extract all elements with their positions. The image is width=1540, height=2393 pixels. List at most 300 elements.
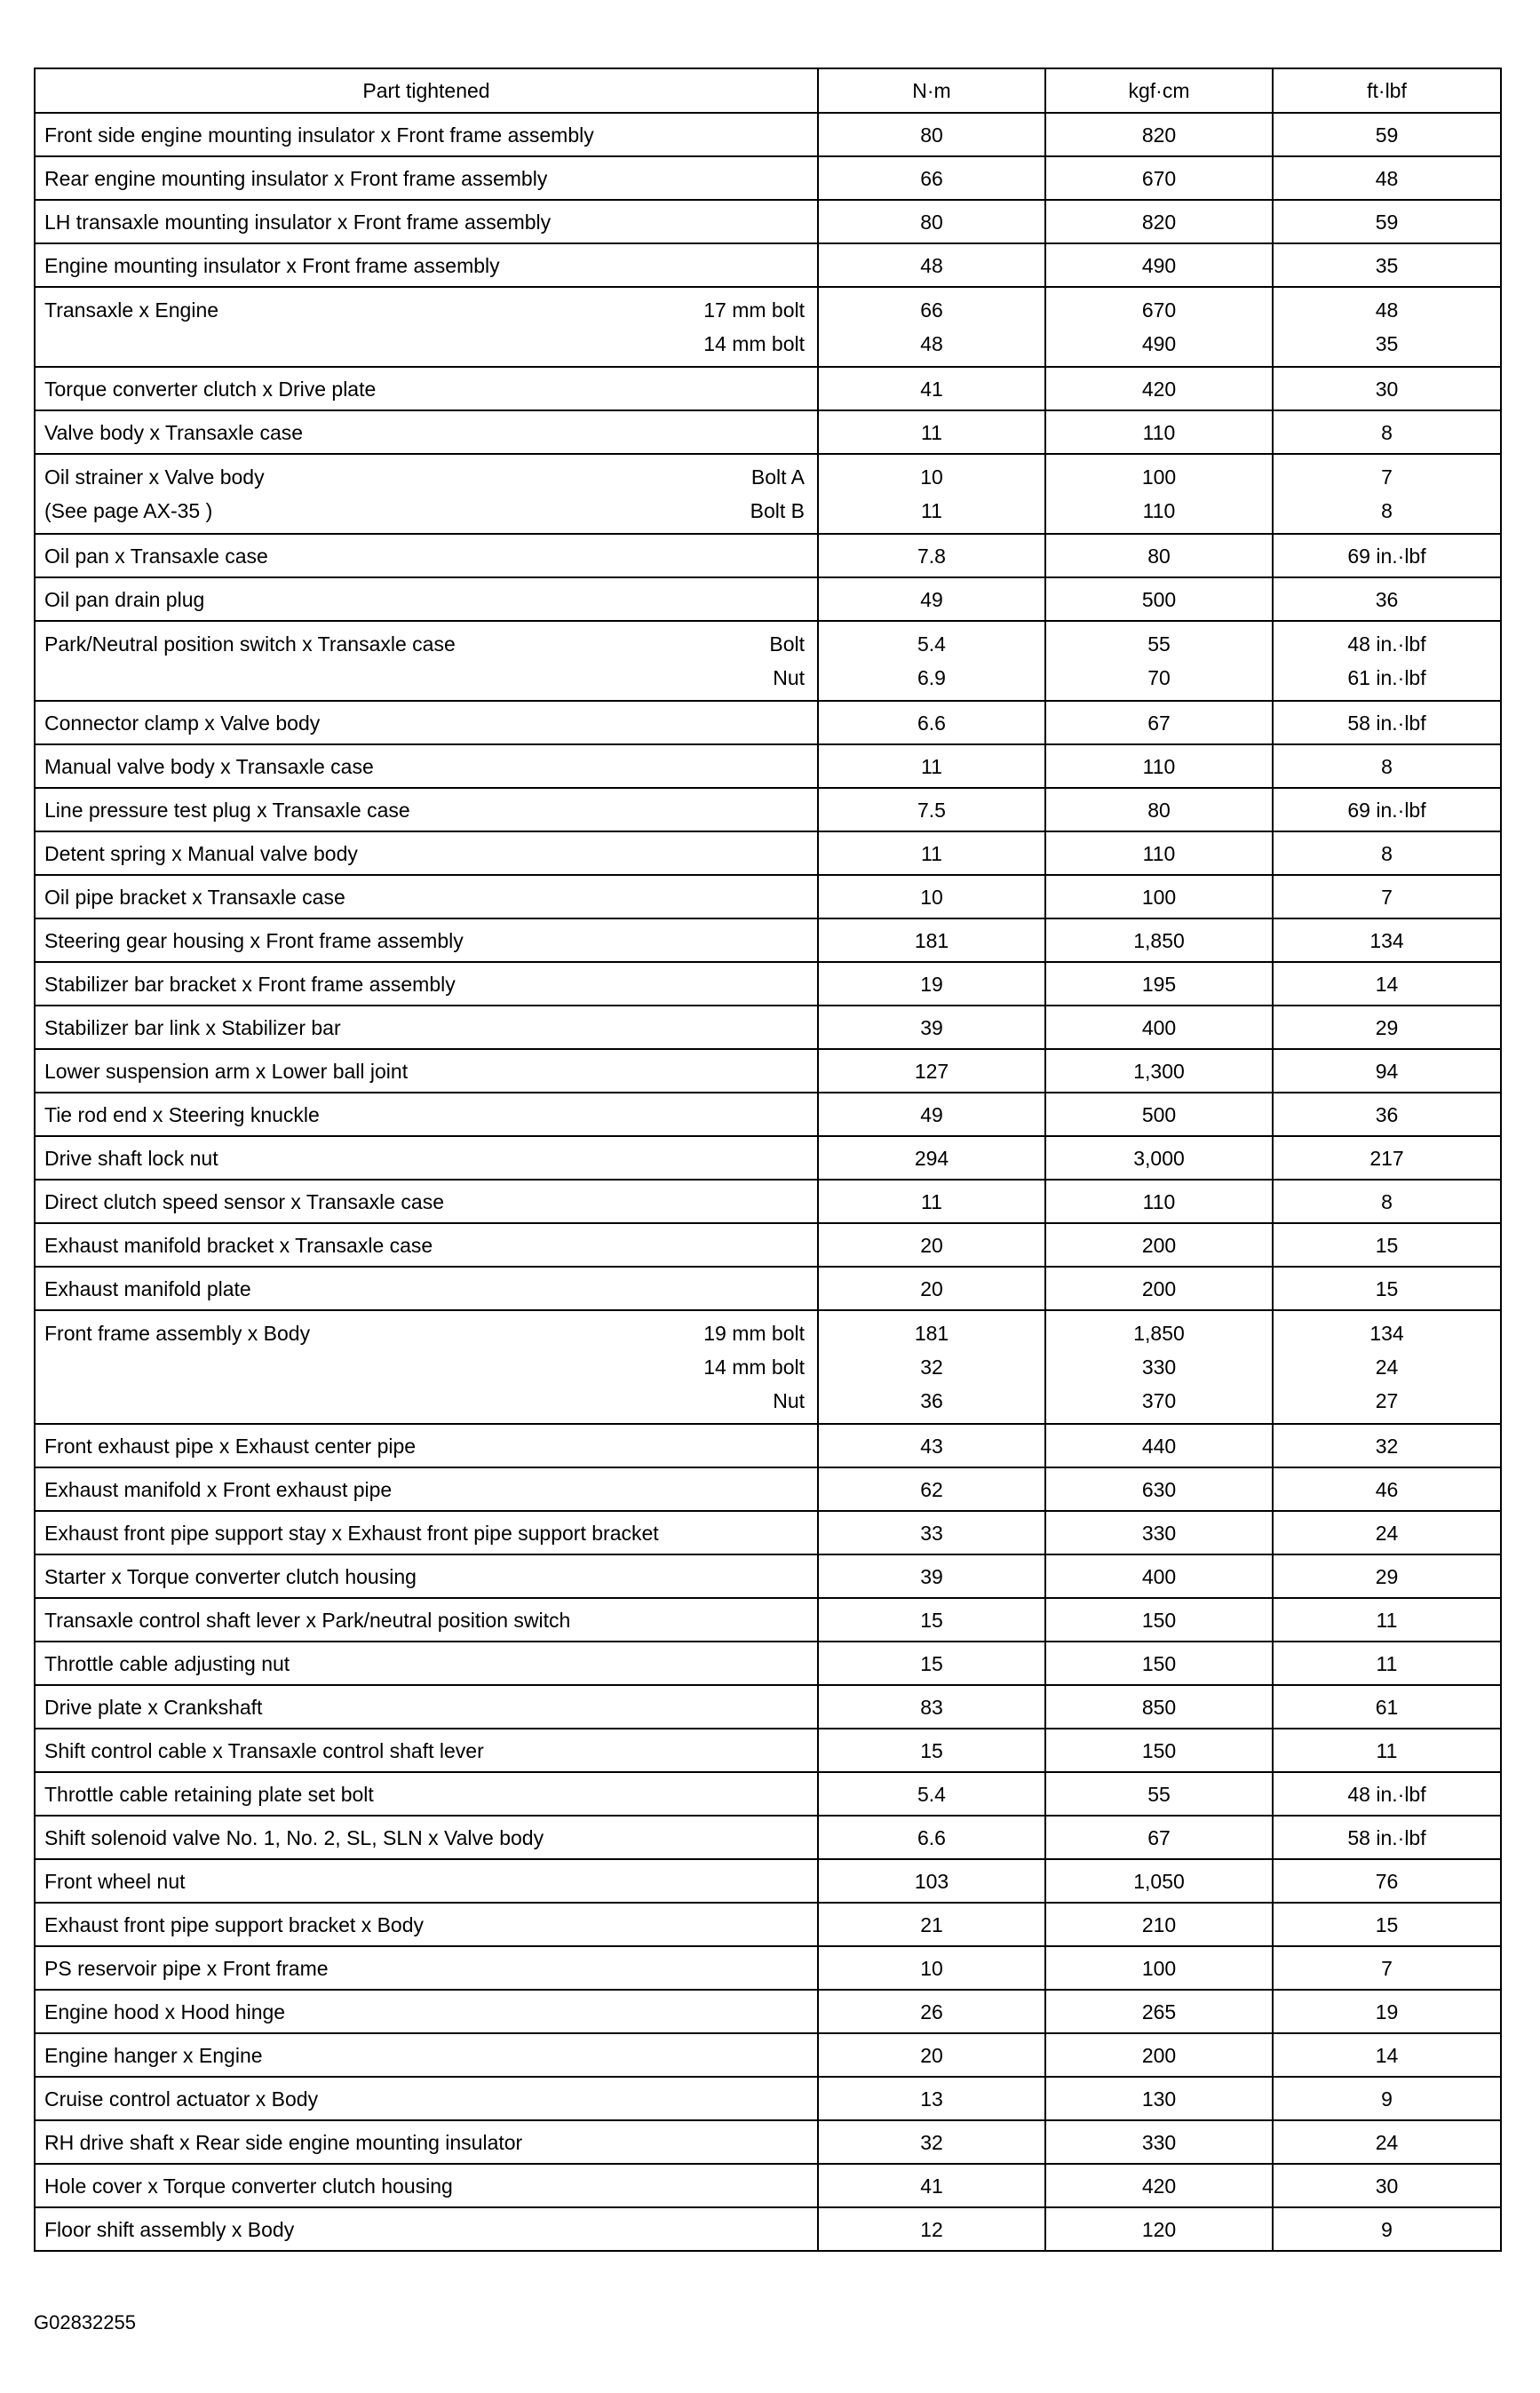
fastener-label xyxy=(805,162,808,195)
nm-cell xyxy=(818,788,1045,831)
nm-value: 36 xyxy=(920,1389,943,1412)
part-cell xyxy=(35,1554,818,1598)
part-line xyxy=(44,539,808,573)
part-cell xyxy=(35,788,818,831)
ftlbf-value: 29 xyxy=(1375,1015,1399,1039)
nm-cell xyxy=(818,113,1045,156)
ftlbf-cell xyxy=(1273,577,1501,621)
nm-cell xyxy=(818,1729,1045,1772)
part-line xyxy=(44,1054,808,1088)
fastener-label xyxy=(805,793,808,827)
part-line xyxy=(44,1011,808,1045)
part-cell xyxy=(35,2164,818,2207)
nm-value: 11 xyxy=(921,1189,942,1213)
fastener-label xyxy=(805,1734,808,1768)
ftlbf-cell xyxy=(1273,875,1501,918)
fastener-label xyxy=(805,118,808,152)
nm-cell xyxy=(818,1006,1045,1049)
part-line xyxy=(44,1995,808,2029)
kgfcm-cell xyxy=(1045,1990,1273,2033)
kgfcm-value: 200 xyxy=(1141,2043,1177,2067)
part-cell xyxy=(35,1006,818,1049)
kgfcm-value: 400 xyxy=(1141,1564,1177,1588)
part-name: Detent spring x Manual valve body xyxy=(44,841,358,865)
nm-value: 10 xyxy=(920,1956,943,1980)
kgfcm-cell xyxy=(1045,2120,1273,2164)
part-cell xyxy=(35,1136,818,1180)
fastener-label xyxy=(805,2213,808,2246)
ftlbf-value: 14 xyxy=(1375,2043,1399,2067)
kgfcm-value: 3,000 xyxy=(1133,1146,1185,1170)
part-cell xyxy=(35,1598,818,1642)
ftlbf-value: 11 xyxy=(1376,1651,1398,1675)
nm-value: 83 xyxy=(920,1695,943,1719)
table-row xyxy=(35,701,1501,744)
kgfcm-value: 490 xyxy=(1141,253,1177,277)
part-line xyxy=(44,627,808,661)
part-cell xyxy=(35,875,818,918)
table-row xyxy=(35,1816,1501,1859)
nm-cell xyxy=(818,1946,1045,1990)
part-cell xyxy=(35,1093,818,1136)
nm-value: 10 xyxy=(920,885,943,909)
part-line xyxy=(44,162,808,195)
kgfcm-cell xyxy=(1045,577,1273,621)
ftlbf-value: 27 xyxy=(1375,1389,1399,1412)
nm-value: 39 xyxy=(920,1564,943,1588)
table-row xyxy=(35,1729,1501,1772)
nm-value: 7.8 xyxy=(917,544,946,568)
part-cell xyxy=(35,1267,818,1310)
part-name: Steering gear housing x Front frame assembly xyxy=(44,928,464,952)
part-cell xyxy=(35,2077,818,2120)
table-row xyxy=(35,534,1501,577)
kgfcm-value: 820 xyxy=(1141,123,1177,147)
kgfcm-value: 330 xyxy=(1141,1356,1177,1379)
part-name: Direct clutch speed sensor x Transaxle case xyxy=(44,1189,444,1213)
nm-value: 32 xyxy=(920,1356,943,1379)
part-line xyxy=(44,460,808,494)
part-name: Exhaust manifold x Front exhaust pipe xyxy=(44,1477,393,1501)
ftlbf-cell xyxy=(1273,1136,1501,1180)
nm-cell xyxy=(818,1772,1045,1816)
ftlbf-cell xyxy=(1273,962,1501,1006)
part-cell xyxy=(35,2033,818,2077)
nm-value: 6.9 xyxy=(917,666,946,689)
part-name: PS reservoir pipe x Front frame xyxy=(44,1956,329,1980)
kgfcm-cell xyxy=(1045,621,1273,701)
part-cell xyxy=(35,1859,818,1903)
part-line xyxy=(44,706,808,740)
nm-value: 13 xyxy=(920,2087,943,2111)
part-line xyxy=(44,2169,808,2203)
nm-value: 6.6 xyxy=(917,711,946,735)
part-cell xyxy=(35,621,818,701)
part-name: Front side engine mounting insulator x Front frame assembly xyxy=(44,123,594,147)
kgfcm-cell xyxy=(1045,1903,1273,1946)
kgfcm-cell xyxy=(1045,243,1273,287)
nm-cell xyxy=(818,2207,1045,2251)
fastener-label xyxy=(805,1141,808,1175)
ftlbf-cell xyxy=(1273,918,1501,962)
part-line xyxy=(44,1560,808,1594)
nm-value: 20 xyxy=(920,1276,943,1300)
fastener-label xyxy=(805,1054,808,1088)
kgfcm-cell xyxy=(1045,875,1273,918)
ftlbf-value: 24 xyxy=(1375,1521,1399,1545)
kgfcm-value: 670 xyxy=(1141,166,1177,190)
part-cell xyxy=(35,287,818,367)
part-name: Stabilizer bar bracket x Front frame assembly xyxy=(44,972,456,996)
part-cell xyxy=(35,1511,818,1554)
part-name: Oil pipe bracket x Transaxle case xyxy=(44,885,345,909)
table-row xyxy=(35,918,1501,962)
part-line xyxy=(44,837,808,871)
ftlbf-cell xyxy=(1273,621,1501,701)
nm-value: 66 xyxy=(920,166,943,190)
kgfcm-cell xyxy=(1045,1816,1273,1859)
fastener-label: Bolt B xyxy=(750,499,805,522)
part-name: LH transaxle mounting insulator x Front frame assembly xyxy=(44,210,552,234)
part-line xyxy=(44,1384,808,1418)
ftlbf-value: 7 xyxy=(1381,465,1393,489)
part-cell xyxy=(35,367,818,410)
ftlbf-cell xyxy=(1273,2077,1501,2120)
nm-cell xyxy=(818,1049,1045,1093)
part-line xyxy=(44,416,808,449)
nm-cell xyxy=(818,454,1045,534)
fastener-label xyxy=(805,2169,808,2203)
nm-cell xyxy=(818,1467,1045,1511)
part-name: Connector clamp x Valve body xyxy=(44,711,321,735)
kgfcm-cell xyxy=(1045,1685,1273,1729)
nm-value: 15 xyxy=(920,1738,943,1762)
kgfcm-cell xyxy=(1045,701,1273,744)
part-line xyxy=(44,494,808,528)
fastener-label xyxy=(805,1560,808,1594)
part-line xyxy=(44,924,808,958)
table-row xyxy=(35,2207,1501,2251)
kgfcm-value: 400 xyxy=(1141,1015,1177,1039)
ftlbf-value: 24 xyxy=(1375,2130,1399,2154)
part-cell xyxy=(35,1310,818,1424)
part-line xyxy=(44,1647,808,1681)
table-row xyxy=(35,454,1501,534)
nm-value: 11 xyxy=(921,841,942,865)
ftlbf-value: 58 in.·lbf xyxy=(1347,1825,1426,1849)
kgfcm-cell xyxy=(1045,1554,1273,1598)
part-name: Lower suspension arm x Lower ball joint xyxy=(44,1059,409,1083)
nm-cell xyxy=(818,156,1045,200)
part-cell xyxy=(35,577,818,621)
part-cell xyxy=(35,1990,818,2033)
part-name: Oil pan drain plug xyxy=(44,587,205,611)
part-name: Line pressure test plug x Transaxle case xyxy=(44,798,410,822)
nm-cell xyxy=(818,243,1045,287)
kgfcm-cell xyxy=(1045,1267,1273,1310)
part-name: Exhaust front pipe support bracket x Body xyxy=(44,1912,425,1936)
part-cell xyxy=(35,1642,818,1685)
nm-cell xyxy=(818,918,1045,962)
fastener-label xyxy=(805,1516,808,1550)
ftlbf-cell xyxy=(1273,367,1501,410)
part-cell xyxy=(35,156,818,200)
kgfcm-cell xyxy=(1045,113,1273,156)
kgfcm-value: 200 xyxy=(1141,1276,1177,1300)
nm-value: 19 xyxy=(920,972,943,996)
nm-cell xyxy=(818,1310,1045,1424)
nm-value: 12 xyxy=(920,2217,943,2241)
ftlbf-value: 8 xyxy=(1381,499,1393,522)
kgfcm-cell xyxy=(1045,2207,1273,2251)
part-cell xyxy=(35,1816,818,1859)
part-line xyxy=(44,1473,808,1507)
fastener-label: Nut xyxy=(773,666,805,689)
nm-value: 39 xyxy=(920,1015,943,1039)
nm-cell xyxy=(818,200,1045,243)
nm-cell xyxy=(818,1093,1045,1136)
part-name: Hole cover x Torque converter clutch housing xyxy=(44,2174,453,2198)
ftlbf-cell xyxy=(1273,2207,1501,2251)
part-name: Oil pan x Transaxle case xyxy=(44,544,268,568)
fastener-label xyxy=(805,1690,808,1724)
table-header xyxy=(35,68,1501,113)
part-name: Exhaust front pipe support stay x Exhaust front pipe support bracket xyxy=(44,1521,659,1545)
nm-value: 20 xyxy=(920,1233,943,1257)
kgfcm-cell xyxy=(1045,1467,1273,1511)
kgfcm-value: 150 xyxy=(1141,1608,1177,1632)
table-row xyxy=(35,1467,1501,1511)
part-cell xyxy=(35,1049,818,1093)
nm-cell xyxy=(818,2120,1045,2164)
ftlbf-cell xyxy=(1273,1554,1501,1598)
part-line xyxy=(44,1952,808,1985)
part-line xyxy=(44,293,808,327)
table-row xyxy=(35,1859,1501,1903)
part-name: Engine hood x Hood hinge xyxy=(44,1999,286,2023)
nm-value: 5.4 xyxy=(917,1782,946,1806)
kgfcm-value: 110 xyxy=(1142,841,1176,865)
kgfcm-cell xyxy=(1045,2033,1273,2077)
nm-value: 41 xyxy=(920,377,943,401)
nm-cell xyxy=(818,2077,1045,2120)
kgfcm-value: 110 xyxy=(1142,1189,1176,1213)
nm-cell xyxy=(818,2033,1045,2077)
fastener-label xyxy=(805,1995,808,2029)
kgfcm-cell xyxy=(1045,1180,1273,1223)
part-name: Engine mounting insulator x Front frame assembly xyxy=(44,253,500,277)
part-line xyxy=(44,118,808,152)
fastener-label xyxy=(805,2082,808,2116)
fastener-label xyxy=(805,1908,808,1942)
kgfcm-value: 330 xyxy=(1141,2130,1177,2154)
ftlbf-value: 9 xyxy=(1381,2087,1393,2111)
fastener-label xyxy=(805,1011,808,1045)
ftlbf-value: 69 in.·lbf xyxy=(1347,798,1426,822)
kgfcm-cell xyxy=(1045,1136,1273,1180)
kgfcm-cell xyxy=(1045,1093,1273,1136)
ftlbf-cell xyxy=(1273,1424,1501,1467)
ftlbf-cell xyxy=(1273,2033,1501,2077)
ftlbf-cell xyxy=(1273,1772,1501,1816)
ftlbf-value: 14 xyxy=(1375,972,1399,996)
kgfcm-value: 110 xyxy=(1142,499,1176,522)
nm-cell xyxy=(818,1642,1045,1685)
nm-value: 11 xyxy=(921,420,942,444)
ftlbf-cell xyxy=(1273,1511,1501,1554)
part-cell xyxy=(35,1180,818,1223)
kgfcm-value: 1,850 xyxy=(1133,928,1185,952)
kgfcm-value: 55 xyxy=(1147,1782,1171,1806)
kgfcm-cell xyxy=(1045,454,1273,534)
kgfcm-value: 150 xyxy=(1141,1651,1177,1675)
part-line xyxy=(44,372,808,406)
ftlbf-cell xyxy=(1273,1598,1501,1642)
part-cell xyxy=(35,1685,818,1729)
ftlbf-cell xyxy=(1273,1990,1501,2033)
fastener-label xyxy=(805,706,808,740)
ftlbf-value: 24 xyxy=(1375,1356,1399,1379)
ftlbf-cell xyxy=(1273,1310,1501,1424)
fastener-label xyxy=(805,1228,808,1262)
ftlbf-cell xyxy=(1273,200,1501,243)
fastener-label: 19 mm bolt xyxy=(703,1322,805,1345)
part-name: Torque converter clutch x Drive plate xyxy=(44,377,377,401)
ftlbf-cell xyxy=(1273,1642,1501,1685)
kgfcm-value: 330 xyxy=(1141,1521,1177,1545)
header-part-tightened: Part tightened xyxy=(35,68,818,113)
ftlbf-value: 48 xyxy=(1375,298,1399,322)
fastener-label xyxy=(805,1473,808,1507)
ftlbf-value: 32 xyxy=(1375,1434,1399,1458)
part-line xyxy=(44,1516,808,1550)
part-line xyxy=(44,1777,808,1811)
fastener-label xyxy=(805,1429,808,1463)
part-cell xyxy=(35,1772,818,1816)
fastener-label xyxy=(805,1777,808,1811)
kgfcm-value: 820 xyxy=(1141,210,1177,234)
table-row xyxy=(35,200,1501,243)
nm-value: 80 xyxy=(920,210,943,234)
kgfcm-value: 110 xyxy=(1142,420,1176,444)
nm-cell xyxy=(818,367,1045,410)
ftlbf-value: 61 in.·lbf xyxy=(1347,666,1426,689)
ftlbf-value: 48 in.·lbf xyxy=(1347,632,1426,656)
ftlbf-cell xyxy=(1273,1467,1501,1511)
ftlbf-cell xyxy=(1273,1267,1501,1310)
part-name: Front exhaust pipe x Exhaust center pipe xyxy=(44,1434,417,1458)
kgfcm-cell xyxy=(1045,1310,1273,1424)
nm-value: 20 xyxy=(920,2043,943,2067)
table-row xyxy=(35,577,1501,621)
ftlbf-cell xyxy=(1273,2164,1501,2207)
nm-value: 6.6 xyxy=(917,1825,946,1849)
part-cell xyxy=(35,2120,818,2164)
kgfcm-cell xyxy=(1045,1424,1273,1467)
ftlbf-value: 11 xyxy=(1376,1608,1398,1632)
kgfcm-cell xyxy=(1045,1946,1273,1990)
nm-cell xyxy=(818,1859,1045,1903)
nm-cell xyxy=(818,1180,1045,1223)
table-row xyxy=(35,1511,1501,1554)
fastener-label xyxy=(805,1185,808,1219)
fastener-label xyxy=(805,539,808,573)
part-name: Shift control cable x Transaxle control shaft lever xyxy=(44,1738,484,1762)
ftlbf-cell xyxy=(1273,287,1501,367)
fastener-label xyxy=(805,967,808,1001)
table-row xyxy=(35,113,1501,156)
table-row xyxy=(35,1772,1501,1816)
ftlbf-cell xyxy=(1273,1093,1501,1136)
table-row xyxy=(35,1136,1501,1180)
ftlbf-value: 36 xyxy=(1375,587,1399,611)
part-line xyxy=(44,880,808,914)
nm-cell xyxy=(818,1554,1045,1598)
kgfcm-value: 67 xyxy=(1147,1825,1171,1849)
part-line xyxy=(44,1429,808,1463)
kgfcm-value: 500 xyxy=(1141,1102,1177,1126)
kgfcm-cell xyxy=(1045,744,1273,788)
kgfcm-cell xyxy=(1045,1598,1273,1642)
kgfcm-value: 1,300 xyxy=(1133,1059,1185,1083)
ftlbf-cell xyxy=(1273,1223,1501,1267)
kgfcm-value: 130 xyxy=(1141,2087,1177,2111)
table-row xyxy=(35,1685,1501,1729)
part-cell xyxy=(35,701,818,744)
part-cell xyxy=(35,1424,818,1467)
fastener-label: 14 mm bolt xyxy=(703,1356,805,1379)
ftlbf-cell xyxy=(1273,1859,1501,1903)
table-row xyxy=(35,831,1501,875)
ftlbf-cell xyxy=(1273,243,1501,287)
part-name: Exhaust manifold bracket x Transaxle case xyxy=(44,1233,433,1257)
part-name: Tie rod end x Steering knuckle xyxy=(44,1102,320,1126)
kgfcm-value: 120 xyxy=(1141,2217,1177,2241)
ftlbf-value: 8 xyxy=(1381,841,1393,865)
table-row xyxy=(35,1990,1501,2033)
ftlbf-cell xyxy=(1273,156,1501,200)
nm-value: 294 xyxy=(914,1146,949,1170)
fastener-label: Nut xyxy=(773,1389,805,1412)
nm-cell xyxy=(818,1267,1045,1310)
part-name: Manual valve body x Transaxle case xyxy=(44,754,374,778)
nm-cell xyxy=(818,1424,1045,1467)
ftlbf-value: 29 xyxy=(1375,1564,1399,1588)
nm-value: 11 xyxy=(921,754,942,778)
table-row xyxy=(35,875,1501,918)
kgfcm-value: 630 xyxy=(1141,1477,1177,1501)
part-name: Transaxle control shaft lever x Park/neutral position switch xyxy=(44,1608,571,1632)
fastener-label xyxy=(805,1821,808,1855)
part-line xyxy=(44,2082,808,2116)
kgfcm-value: 490 xyxy=(1141,332,1177,355)
table-row xyxy=(35,1310,1501,1424)
kgfcm-value: 420 xyxy=(1141,377,1177,401)
ftlbf-value: 8 xyxy=(1381,754,1393,778)
ftlbf-value: 46 xyxy=(1375,1477,1399,1501)
fastener-label xyxy=(805,750,808,783)
part-line xyxy=(44,1350,808,1384)
kgfcm-cell xyxy=(1045,287,1273,367)
nm-value: 11 xyxy=(921,499,942,522)
part-cell xyxy=(35,918,818,962)
fastener-label: Bolt A xyxy=(750,465,805,489)
ftlbf-value: 217 xyxy=(1369,1146,1404,1170)
part-name: Front wheel nut xyxy=(44,1869,186,1893)
kgfcm-value: 420 xyxy=(1141,2174,1177,2198)
part-name: (See page AX-35 ) xyxy=(44,499,213,522)
nm-cell xyxy=(818,962,1045,1006)
